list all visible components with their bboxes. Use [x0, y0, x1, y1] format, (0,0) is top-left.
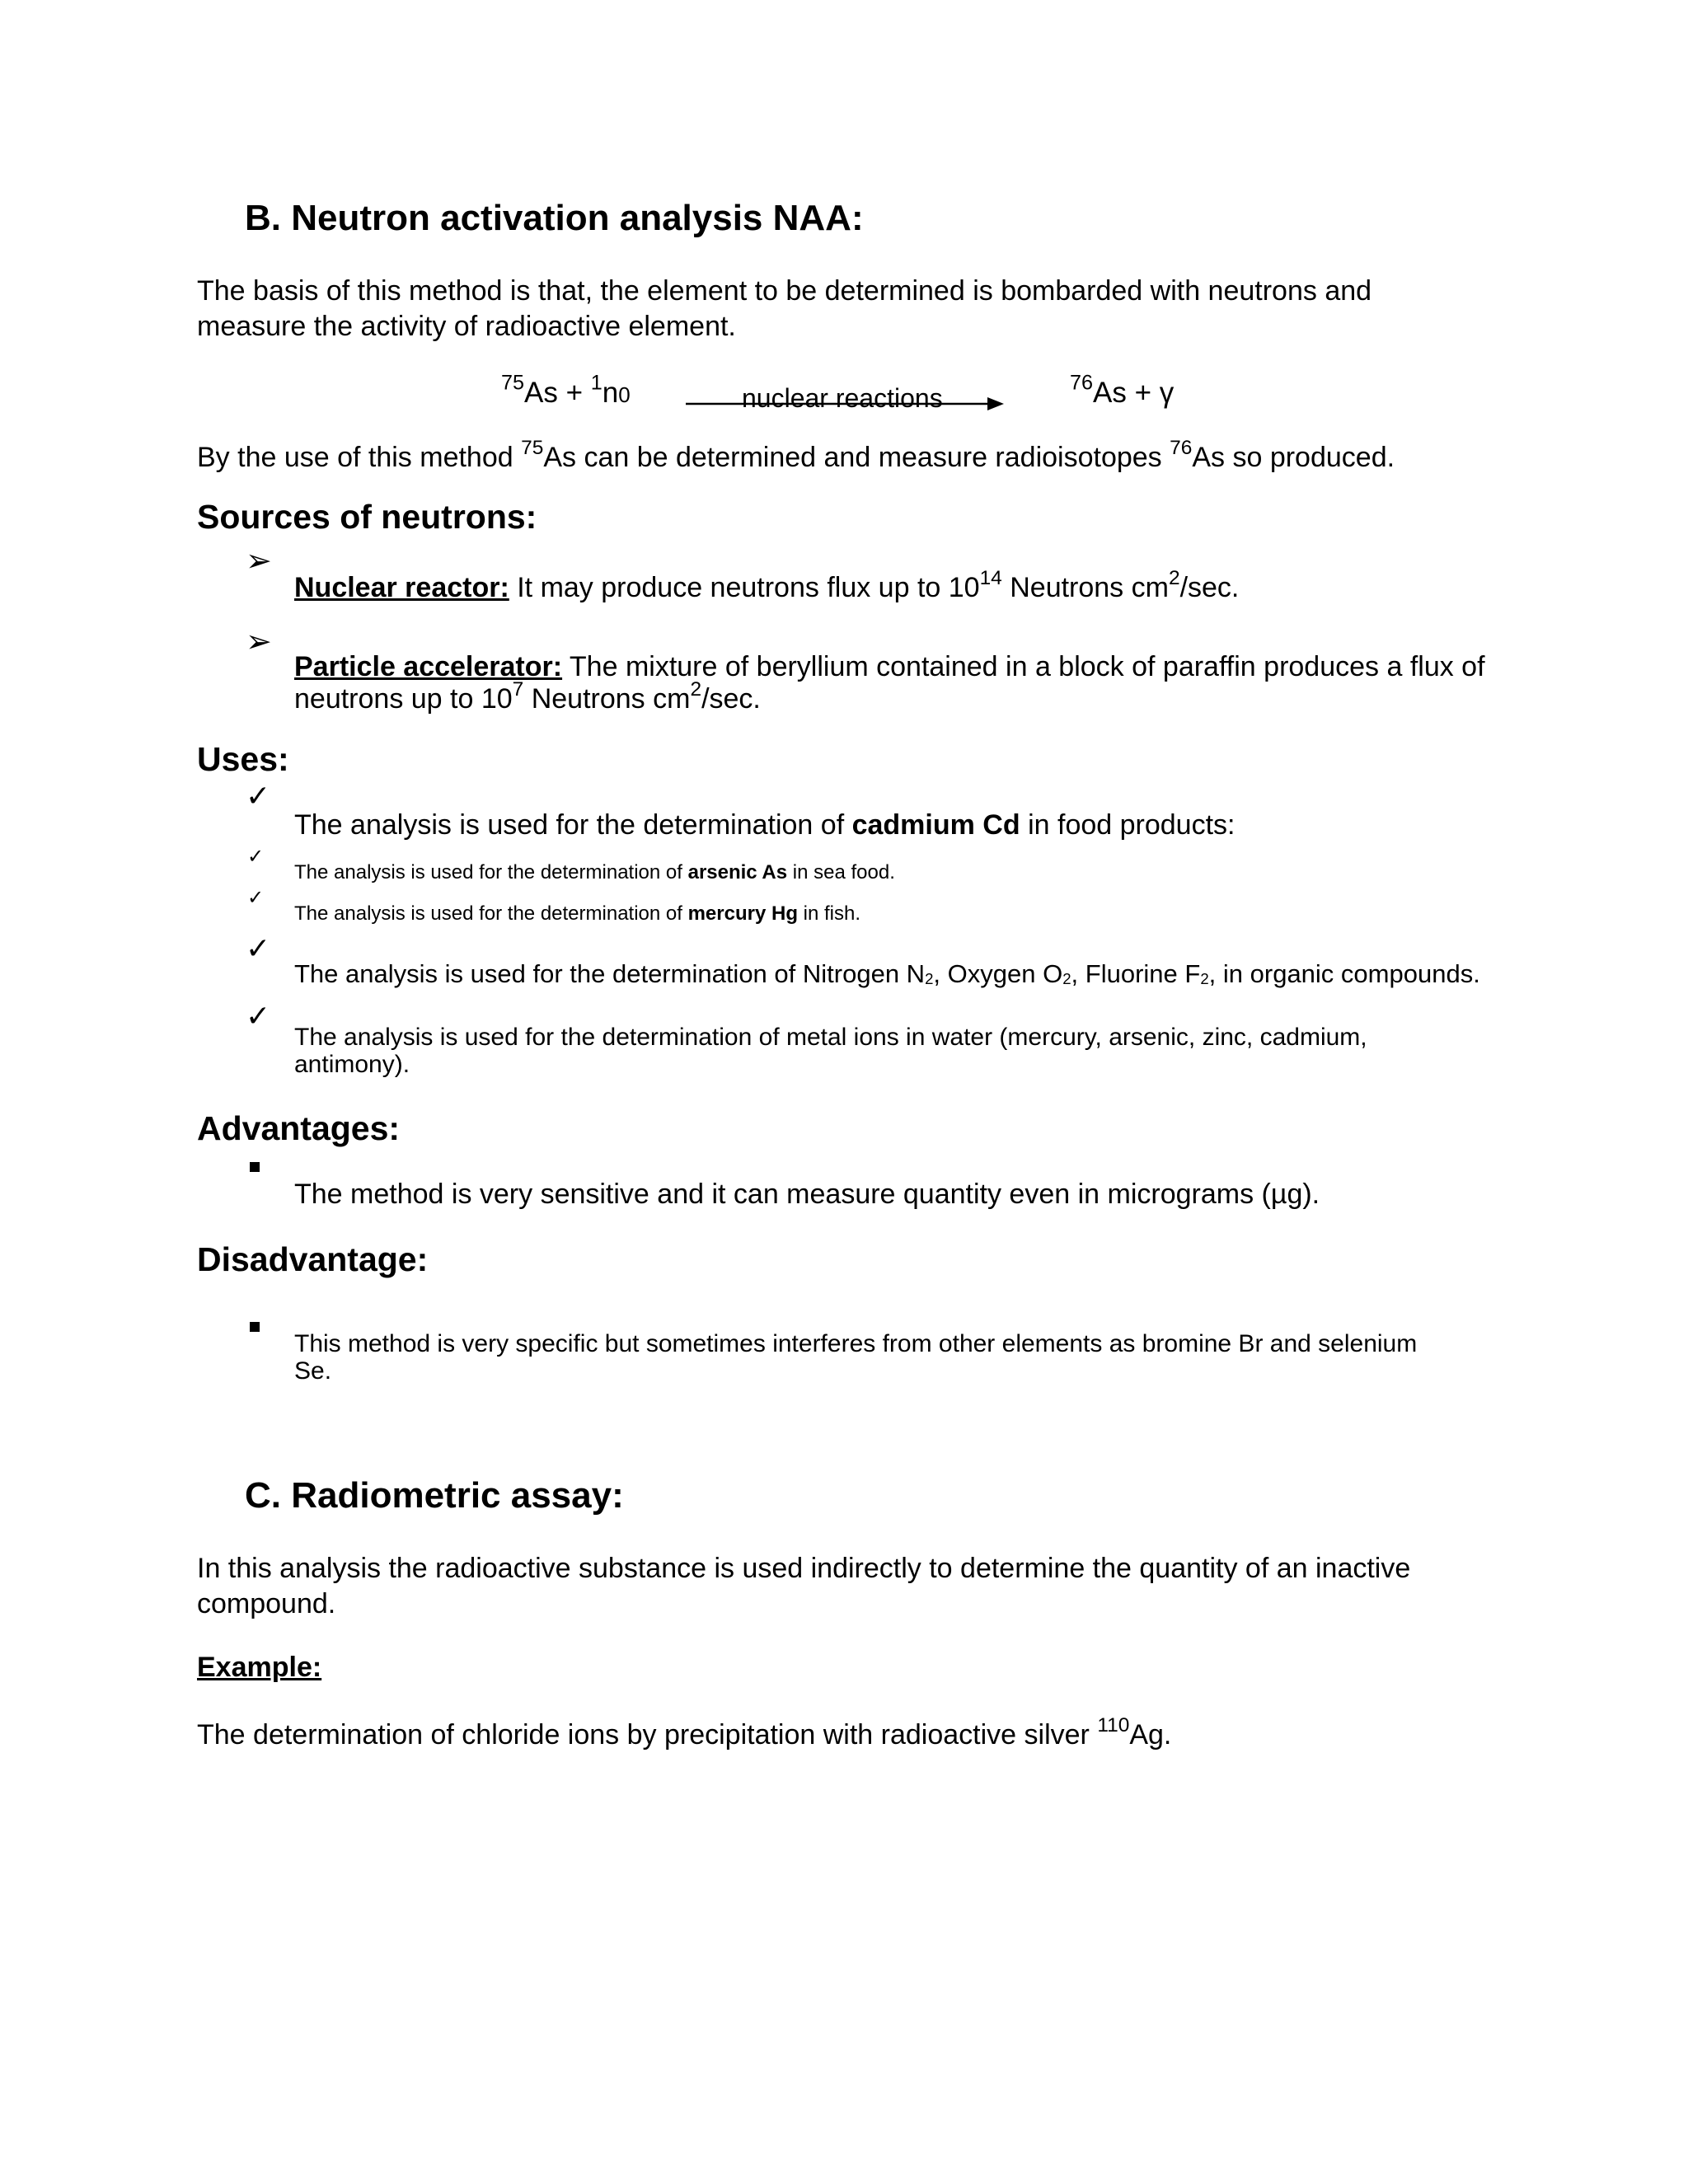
advantages-heading: Advantages:: [197, 1109, 401, 1147]
source-label: Particle accelerator:: [294, 651, 563, 682]
usage-part: By the use of this method: [197, 442, 522, 473]
source-text: The mixture of beryllium contained in a block of paraffin produces a flux of: [562, 651, 1485, 682]
example-sentence: [197, 1713, 1172, 1753]
source-text: /sec.: [701, 683, 761, 715]
source-text: /sec.: [1179, 572, 1240, 603]
source-label: Nuclear reactor:: [294, 572, 509, 603]
section-c-title: C. Radiometric assay:: [245, 1475, 624, 1516]
product-text: As + γ: [1093, 377, 1175, 409]
mass-number: 76: [1170, 436, 1193, 459]
mass-number: 76: [1070, 371, 1094, 395]
equation-reactants: [501, 371, 631, 413]
sources-heading: Sources of neutrons:: [197, 498, 537, 536]
source-text: neutrons up to 10: [294, 683, 513, 715]
usage-part: As can be determined and measure radioisotopes: [543, 442, 1170, 473]
mass-number: 75: [501, 371, 525, 395]
use-item-cadmium: [294, 808, 1235, 843]
square-bullet-icon: [250, 1162, 260, 1172]
use-bold: mercury Hg: [687, 902, 798, 925]
use-item-arsenic: [294, 861, 895, 884]
use-text: , in organic compounds.: [1208, 959, 1480, 988]
source-text: Neutrons cm: [523, 683, 691, 715]
disadvantage-line2: Se.: [294, 1357, 332, 1385]
use-text: , Fluorine F: [1071, 959, 1201, 988]
example-label: Example:: [197, 1652, 322, 1683]
use-text: The analysis is used for the determination of: [294, 809, 852, 841]
example-text: The determination of chloride ions by precipitation with radioactive silver: [197, 1719, 1098, 1750]
example-text: Ag.: [1129, 1719, 1172, 1750]
mass-number: 1: [590, 371, 603, 395]
use-bold: arsenic As: [687, 861, 788, 883]
check-icon: ✓: [246, 779, 271, 813]
square-bullet-icon: [250, 1322, 260, 1332]
use-item-metals-line1: The analysis is used for the determination of metal ions in water (mercury, arsenic, zinc, cadmium,: [294, 1024, 1367, 1051]
exponent: 2: [690, 677, 702, 701]
check-icon: ✓: [246, 931, 271, 965]
equation-product: [1070, 371, 1175, 410]
use-text: The analysis is used for the determination of Nitrogen N: [294, 959, 926, 988]
section-b-intro-line2: measure the activity of radioactive element.: [197, 311, 736, 342]
exponent: 14: [979, 566, 1002, 589]
use-item-gases: [294, 956, 1480, 991]
usage-sentence: [197, 436, 1395, 476]
arrow-bullet-icon: ➢: [246, 625, 272, 659]
check-icon: ✓: [246, 999, 271, 1033]
source-text: It may produce neutrons flux up to 10: [509, 572, 980, 603]
use-text: , Oxygen O: [933, 959, 1063, 988]
usage-part: As so produced.: [1192, 442, 1395, 473]
source-item-accelerator: [294, 649, 1485, 685]
subscript: 2: [1062, 969, 1071, 987]
exponent: 7: [512, 677, 524, 701]
use-text: The analysis is used for the determination of: [294, 861, 688, 883]
uses-heading: Uses:: [197, 740, 289, 778]
use-item-mercury: [294, 902, 860, 926]
use-item-metals-line2: antimony).: [294, 1051, 410, 1078]
use-text: in food products:: [1020, 809, 1236, 841]
use-text: in fish.: [797, 902, 861, 925]
section-b-intro-line1: The basis of this method is that, the element to be determined is bombarded with neutrons and: [197, 275, 1372, 307]
source-item-accelerator-line2: [294, 677, 761, 717]
section-c-intro-line1: In this analysis the radioactive substance is used indirectly to determine the quantity of an inactive: [197, 1553, 1411, 1584]
reactant-as: As +: [524, 377, 591, 409]
subscript: 2: [1200, 969, 1209, 987]
section-c-intro-line2: compound.: [197, 1588, 336, 1619]
section-b-title: B. Neutron activation analysis NAA:: [245, 198, 864, 238]
check-icon: ✓: [247, 846, 265, 868]
disadvantage-heading: Disadvantage:: [197, 1240, 429, 1278]
use-text: in sea food.: [787, 861, 895, 883]
use-bold: cadmium Cd: [851, 809, 1020, 841]
use-text: The analysis is used for the determination of: [294, 902, 688, 925]
mass-number: 110: [1097, 1713, 1130, 1736]
exponent: 2: [1168, 566, 1180, 589]
advantage-item: The method is very sensitive and it can measure quantity even in micrograms (µg).: [294, 1179, 1320, 1210]
reaction-arrow-icon: [684, 394, 1006, 414]
disadvantage-line1: This method is very specific but sometimes interferes from other elements as bromine Br and selenium: [294, 1330, 1418, 1357]
check-icon: ✓: [247, 887, 265, 909]
arrow-label: nuclear reactions: [742, 383, 943, 413]
arrow-bullet-icon: ➢: [246, 544, 272, 579]
reactant-n: n: [602, 377, 619, 409]
subscript: 2: [925, 969, 934, 987]
source-item-reactor: [294, 566, 1240, 606]
subscript: 0: [618, 382, 631, 407]
source-text: Neutrons cm: [1001, 572, 1169, 603]
mass-number: 75: [521, 436, 544, 459]
